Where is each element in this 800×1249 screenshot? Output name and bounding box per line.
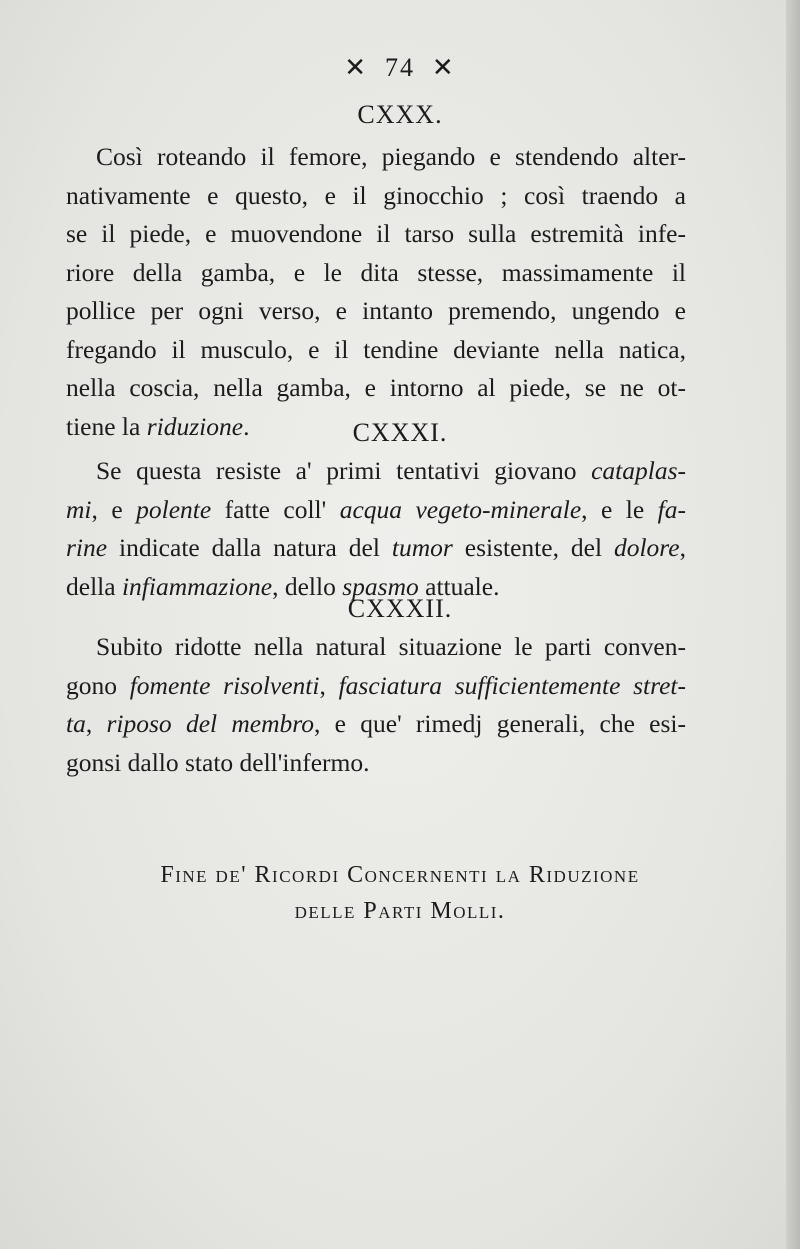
paragraph-cxxxi <box>66 452 686 606</box>
italic-term: mi <box>66 494 92 524</box>
text-line: gonsi dallo stato dell'infermo. <box>66 747 370 777</box>
paragraph-cxxxii <box>66 628 686 782</box>
page-header <box>0 50 800 83</box>
text-run: , e le <box>581 494 658 524</box>
italic-term: ta <box>66 709 86 738</box>
text-run: della <box>66 571 122 601</box>
italic-term: spasmo <box>342 571 419 601</box>
text-line: riore della gamba, e le dita stesse, massimamente il <box>66 257 686 287</box>
text-line <box>66 705 686 744</box>
text-line: pollice per ogni verso, e intanto premendo, ungendo e <box>66 296 686 325</box>
italic-term: tumor <box>391 533 453 562</box>
italic-term: riposo del membro <box>106 709 315 738</box>
text-run: attuale. <box>418 571 500 601</box>
closing-line-2: delle Parti Molli. <box>294 898 506 924</box>
text-line <box>66 529 686 568</box>
text-line: fregando il musculo, e il tendine deviante nella natica, <box>66 334 686 364</box>
italic-term: infiammazione <box>121 571 273 601</box>
italic-term: cataplas- <box>591 456 686 485</box>
section-title-cxxxii: CXXXII. <box>347 594 453 623</box>
text-run: gono <box>66 670 130 700</box>
text-run: , e <box>91 494 137 524</box>
text-run: Se questa resiste a' primi tentativi giovano <box>96 456 592 485</box>
text-line: nativamente e questo, e il ginocchio ; così traendo a <box>66 180 686 210</box>
italic-term: rine <box>66 533 108 562</box>
italic-term: fa- <box>657 494 686 524</box>
section-title-cxxxi: CXXXI. <box>352 418 448 447</box>
text-run: tiene la <box>66 411 147 441</box>
text-line: se il piede, e muovendone il tarso sulla estremità infe- <box>66 219 686 248</box>
italic-term: fasciatura sufficientemente stret- <box>338 670 686 700</box>
text-run: indicate dalla natura del <box>107 533 392 562</box>
text-run: , <box>679 533 686 562</box>
italic-term: riduzione <box>146 411 244 441</box>
ornament-left-icon: ✕ <box>344 53 369 83</box>
text-run: fatte coll' <box>211 494 340 524</box>
italic-term: fomente risolventi <box>129 670 320 700</box>
text-line: Subito ridotte nella natural situazione le parti conven- <box>96 632 686 661</box>
italic-term: acqua vegeto-minerale <box>339 494 582 524</box>
italic-term: dolore <box>613 533 680 562</box>
ornament-right-icon: ✕ <box>431 53 456 83</box>
page-number: 74 <box>385 53 415 82</box>
text-line <box>66 667 686 706</box>
text-line <box>66 491 686 530</box>
closing-colophon <box>0 857 800 929</box>
text-line: nella coscia, nella gamba, e intorno al piede, se ne ot- <box>66 373 686 402</box>
text-run: , dello <box>272 571 343 601</box>
text-line: Così roteando il femore, piegando e stendendo alter- <box>96 142 686 171</box>
section-title-cxxx: CXXX. <box>357 100 443 129</box>
text-run: esistente, del <box>452 533 614 562</box>
text-run: . <box>243 411 250 441</box>
paragraph-cxxx <box>66 138 686 446</box>
text-line <box>66 452 686 491</box>
text-run: , <box>85 709 107 738</box>
italic-term: polente <box>136 494 212 524</box>
text-run: , <box>319 670 339 700</box>
closing-line-1: Fine de' Ricordi Concernenti la Riduzione <box>160 862 640 888</box>
page-gutter <box>786 0 800 1249</box>
text-run: , e que' rimedj generali, che esi- <box>314 709 687 738</box>
